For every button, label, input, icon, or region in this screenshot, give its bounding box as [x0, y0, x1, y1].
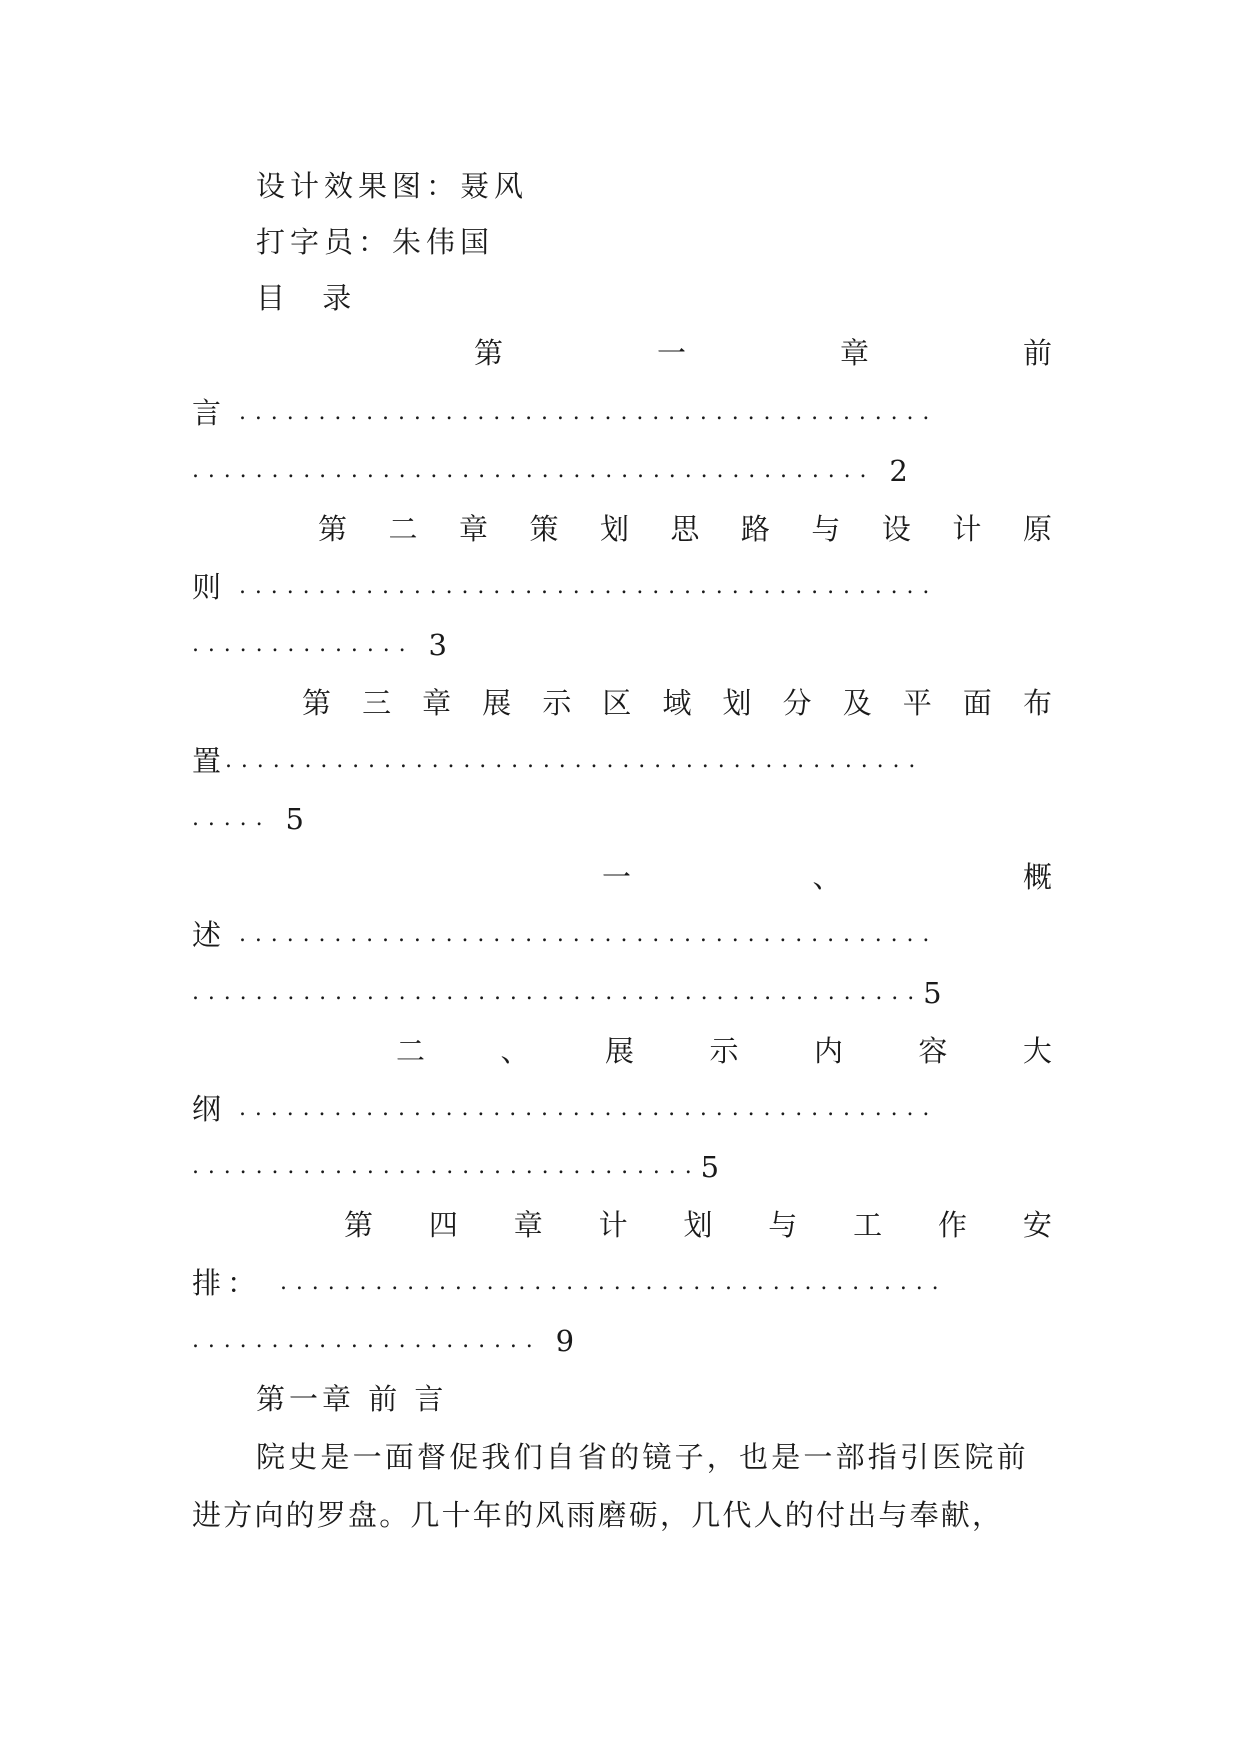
page-number: 2	[889, 454, 908, 488]
toc-char: 设	[881, 512, 911, 546]
toc-char: 思	[670, 512, 700, 546]
paragraph-line-2: 进方向的罗盘。几十年的风雨磨砺，几代人的付出与奉献，	[192, 1498, 1004, 1532]
leader-dots: ............................................	[239, 400, 939, 425]
page-number: 5	[923, 976, 942, 1010]
toc-char: 一	[656, 336, 686, 370]
toc-char: 章	[458, 512, 488, 546]
toc-char: 策	[529, 512, 559, 546]
page-number: 3	[428, 628, 447, 662]
toc-char: 工	[853, 1208, 883, 1242]
toc-char: 与	[811, 512, 841, 546]
toc-char: 章	[513, 1208, 543, 1242]
toc-char: 述	[192, 918, 222, 952]
leader-dots: ............................................	[239, 922, 939, 947]
toc-char: 划	[599, 512, 629, 546]
toc-char: 大	[1022, 1034, 1052, 1068]
toc-char: 域	[662, 686, 692, 720]
toc-char: 四	[428, 1208, 458, 1242]
toc-entry-1-page-line	[192, 451, 1052, 491]
toc-char: 布	[1022, 686, 1052, 720]
toc-entry-3-title[interactable]	[302, 683, 1052, 723]
leader-dots: ..............................................	[192, 980, 924, 1005]
toc-char: 展	[482, 686, 512, 720]
toc-entry-2-title[interactable]	[318, 509, 1052, 549]
toc-char: 示	[709, 1034, 739, 1068]
toc-entry-6-leader	[192, 1263, 1052, 1303]
page-number: 5	[700, 1150, 720, 1184]
toc-entry-6-page-line	[192, 1321, 1052, 1361]
toc-char: 纲	[192, 1092, 222, 1126]
toc-char: 排：	[192, 1266, 263, 1300]
toc-entry-2-page-line	[192, 625, 1052, 665]
leader-dots: ..........................................	[280, 1270, 948, 1295]
toc-char: 置	[192, 744, 222, 778]
toc-char: 原	[1022, 512, 1052, 546]
typist-credit: 打字员：朱伟国	[256, 225, 495, 259]
toc-char: 容	[918, 1034, 948, 1068]
toc-entry-1-title[interactable]	[474, 333, 1052, 373]
leader-dots: ............................................	[225, 748, 925, 773]
toc-char: 区	[602, 686, 632, 720]
leader-dots: ................................	[192, 1154, 701, 1179]
toc-entry-6-title[interactable]	[344, 1205, 1052, 1245]
toc-entry-4-title[interactable]	[602, 857, 1052, 897]
toc-char: 展	[604, 1034, 634, 1068]
toc-char: 第	[344, 1208, 374, 1242]
toc-entry-4-leader	[192, 915, 1052, 955]
paragraph-line-1: 院史是一面督促我们自省的镜子，也是一部指引医院前	[256, 1440, 1029, 1474]
toc-char: 第	[318, 512, 348, 546]
toc-char: 一	[602, 860, 632, 894]
toc-char: 面	[962, 686, 992, 720]
toc-char: 划	[722, 686, 752, 720]
leader-dots: ......................	[192, 1328, 542, 1353]
toc-title: 目 录	[256, 281, 366, 315]
toc-char: 计	[952, 512, 982, 546]
toc-char: 二	[396, 1034, 426, 1068]
leader-dots: ...........................................	[192, 458, 876, 483]
toc-char: 章	[839, 336, 869, 370]
toc-char: 言	[192, 396, 222, 430]
toc-char: 分	[782, 686, 812, 720]
toc-char: 与	[768, 1208, 798, 1242]
toc-char: 及	[842, 686, 872, 720]
leader-dots: ..............	[192, 632, 415, 657]
toc-entry-3-leader	[192, 741, 1052, 781]
page-number: 9	[555, 1324, 575, 1358]
toc-entry-1-leader	[192, 393, 1052, 433]
toc-char: 章	[422, 686, 452, 720]
toc-char: 前	[1022, 336, 1052, 370]
toc-char: 第	[302, 686, 332, 720]
toc-char: 则	[192, 570, 222, 604]
toc-char: 划	[683, 1208, 713, 1242]
toc-entry-4-page-line	[192, 973, 1052, 1013]
toc-char: 安	[1022, 1208, 1052, 1242]
toc-char: 平	[902, 686, 932, 720]
toc-entry-5-page-line	[192, 1147, 1052, 1187]
toc-entry-3-page-line	[192, 799, 1052, 839]
design-credit: 设计效果图：聂风	[256, 169, 529, 203]
toc-char: 示	[542, 686, 572, 720]
toc-char: 第	[474, 336, 504, 370]
toc-char: 内	[813, 1034, 843, 1068]
toc-entry-5-leader	[192, 1089, 1052, 1129]
toc-char: 作	[938, 1208, 968, 1242]
toc-char: 概	[1022, 860, 1052, 894]
leader-dots: ............................................	[239, 1096, 939, 1121]
toc-entry-2-leader	[192, 567, 1052, 607]
page-number: 5	[285, 802, 304, 836]
toc-char: 、	[500, 1034, 530, 1068]
toc-entry-5-title[interactable]	[396, 1031, 1052, 1071]
toc-char: 三	[362, 686, 392, 720]
toc-char: 计	[598, 1208, 628, 1242]
toc-char: 、	[812, 860, 842, 894]
toc-char: 路	[740, 512, 770, 546]
toc-char: 二	[388, 512, 418, 546]
leader-dots: ............................................	[239, 574, 939, 599]
leader-dots: .....	[192, 806, 272, 831]
chapter-heading: 第一章 前 言	[256, 1382, 448, 1416]
